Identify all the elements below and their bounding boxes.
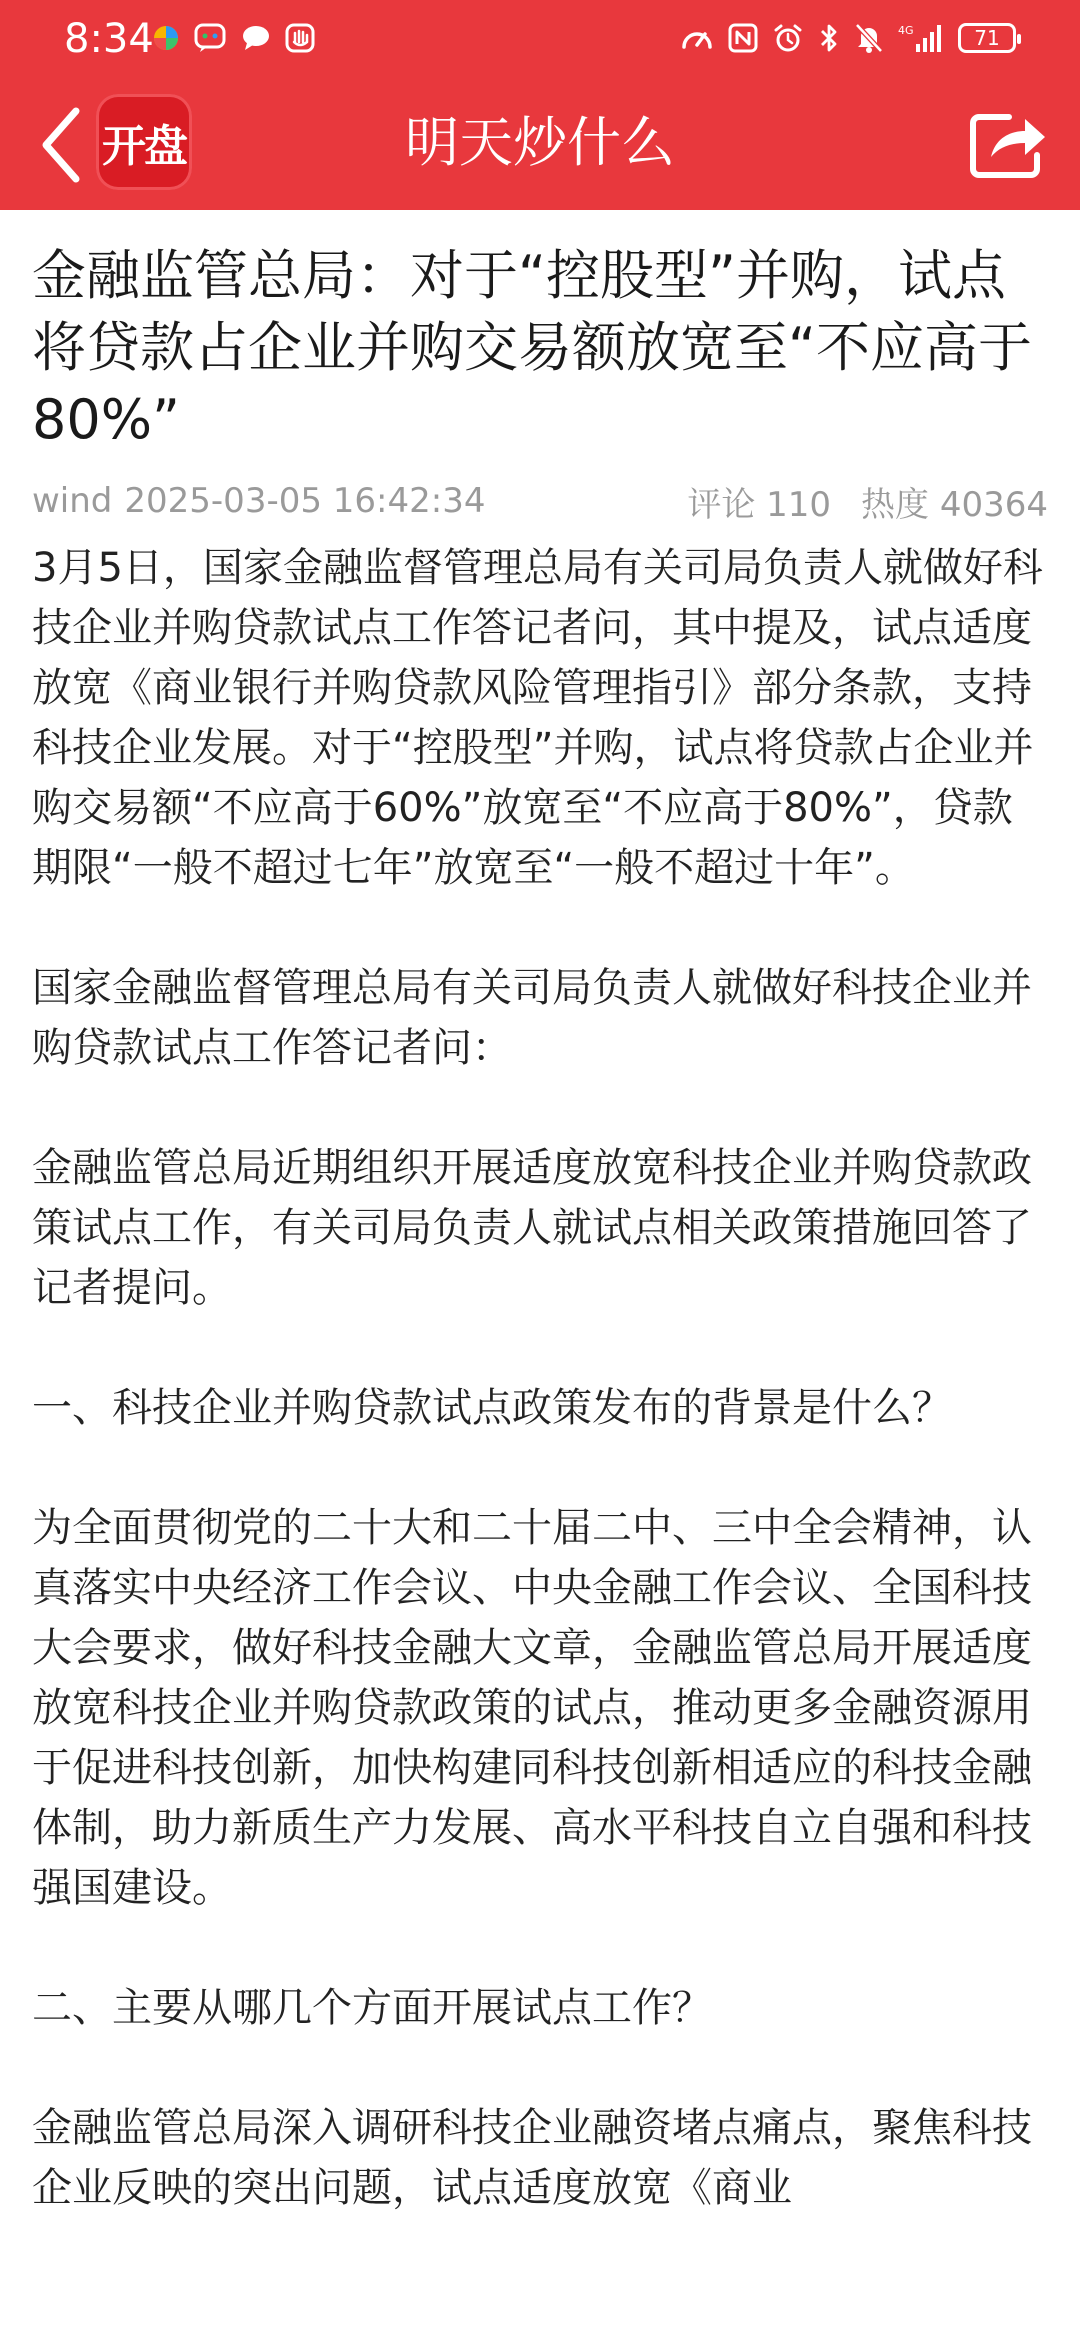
paragraph: 金融监管总局深入调研科技企业融资堵点痛点，聚焦科技企业反映的突出问题，试点适度放宽《商业 [32, 2105, 1032, 2211]
share-icon [969, 109, 1047, 179]
back-button[interactable] [30, 102, 90, 188]
paragraph: 3月5日，国家金融监督管理总局有关司局负责人就做好科技企业并购贷款试点工作答记者问，其中提及，试点适度放宽《商业银行并购贷款风险管理指引》部分条款，支持科技企业发展。对于“控股型”并购，试点将贷款占企业并购交易额“不应高于60%”放宽至“不应高于80%”，贷款期限“一般不超过七年”放宽至“一般不超过十年”。 [32, 545, 1043, 891]
heat-count: 热度 40364 [861, 484, 1048, 525]
comment-count[interactable]: 评论 110 [687, 484, 832, 525]
article-title: 金融监管总局：对于“控股型”并购，试点将贷款占企业并购交易额放宽至“不应高于80%” [32, 244, 1032, 451]
gesture-icon [284, 22, 316, 54]
network-type-label: 4G [898, 24, 914, 37]
section-heading: 一、科技企业并购贷款试点政策发布的背景是什么？ [32, 1385, 952, 1431]
app-notification-icon [150, 22, 182, 54]
speed-icon [680, 23, 714, 53]
share-button[interactable] [966, 104, 1050, 184]
mute-icon [854, 22, 884, 54]
system-icons [680, 18, 1016, 58]
article-body [32, 538, 1048, 2218]
notification-icons [150, 18, 316, 58]
battery-level: 71 [974, 26, 1000, 50]
status-time: 8:34 [64, 16, 154, 62]
nav-bar [0, 80, 1080, 210]
message-icon [240, 22, 272, 54]
nfc-icon [728, 23, 758, 53]
battery-icon [958, 23, 1016, 53]
page-title: 明天炒什么 [405, 111, 675, 174]
header [0, 0, 1080, 210]
article-datetime: 2025-03-05 16:42:34 [124, 481, 486, 521]
paragraph: 国家金融监督管理总局有关司局负责人就做好科技企业并购贷款试点工作答记者问： [32, 965, 1032, 1071]
article-meta [32, 474, 1048, 528]
chat-app-icon [194, 22, 228, 54]
status-bar [0, 0, 1080, 80]
signal-icon [898, 22, 944, 54]
app-logo[interactable]: 开盘 [96, 94, 192, 190]
section-heading: 二、主要从哪几个方面开展试点工作？ [32, 1985, 712, 2031]
article-source: wind [32, 481, 113, 521]
paragraph: 金融监管总局近期组织开展适度放宽科技企业并购贷款政策试点工作，有关司局负责人就试点相关政策措施回答了记者提问。 [32, 1145, 1032, 1311]
chevron-left-icon [38, 105, 82, 185]
bluetooth-icon [818, 22, 840, 54]
article [32, 240, 1048, 2278]
alarm-icon [772, 22, 804, 54]
paragraph: 为全面贯彻党的二十大和二十届二中、三中全会精神，认真落实中央经济工作会议、中央金融工作会议、全国科技大会要求，做好科技金融大文章，金融监管总局开展适度放宽科技企业并购贷款政策的试点，推动更多金融资源用于促进科技创新，加快构建同科技创新相适应的科技金融体制，助力新质生产力发展、高水平科技自立自强和科技强国建设。 [32, 1505, 1032, 1911]
